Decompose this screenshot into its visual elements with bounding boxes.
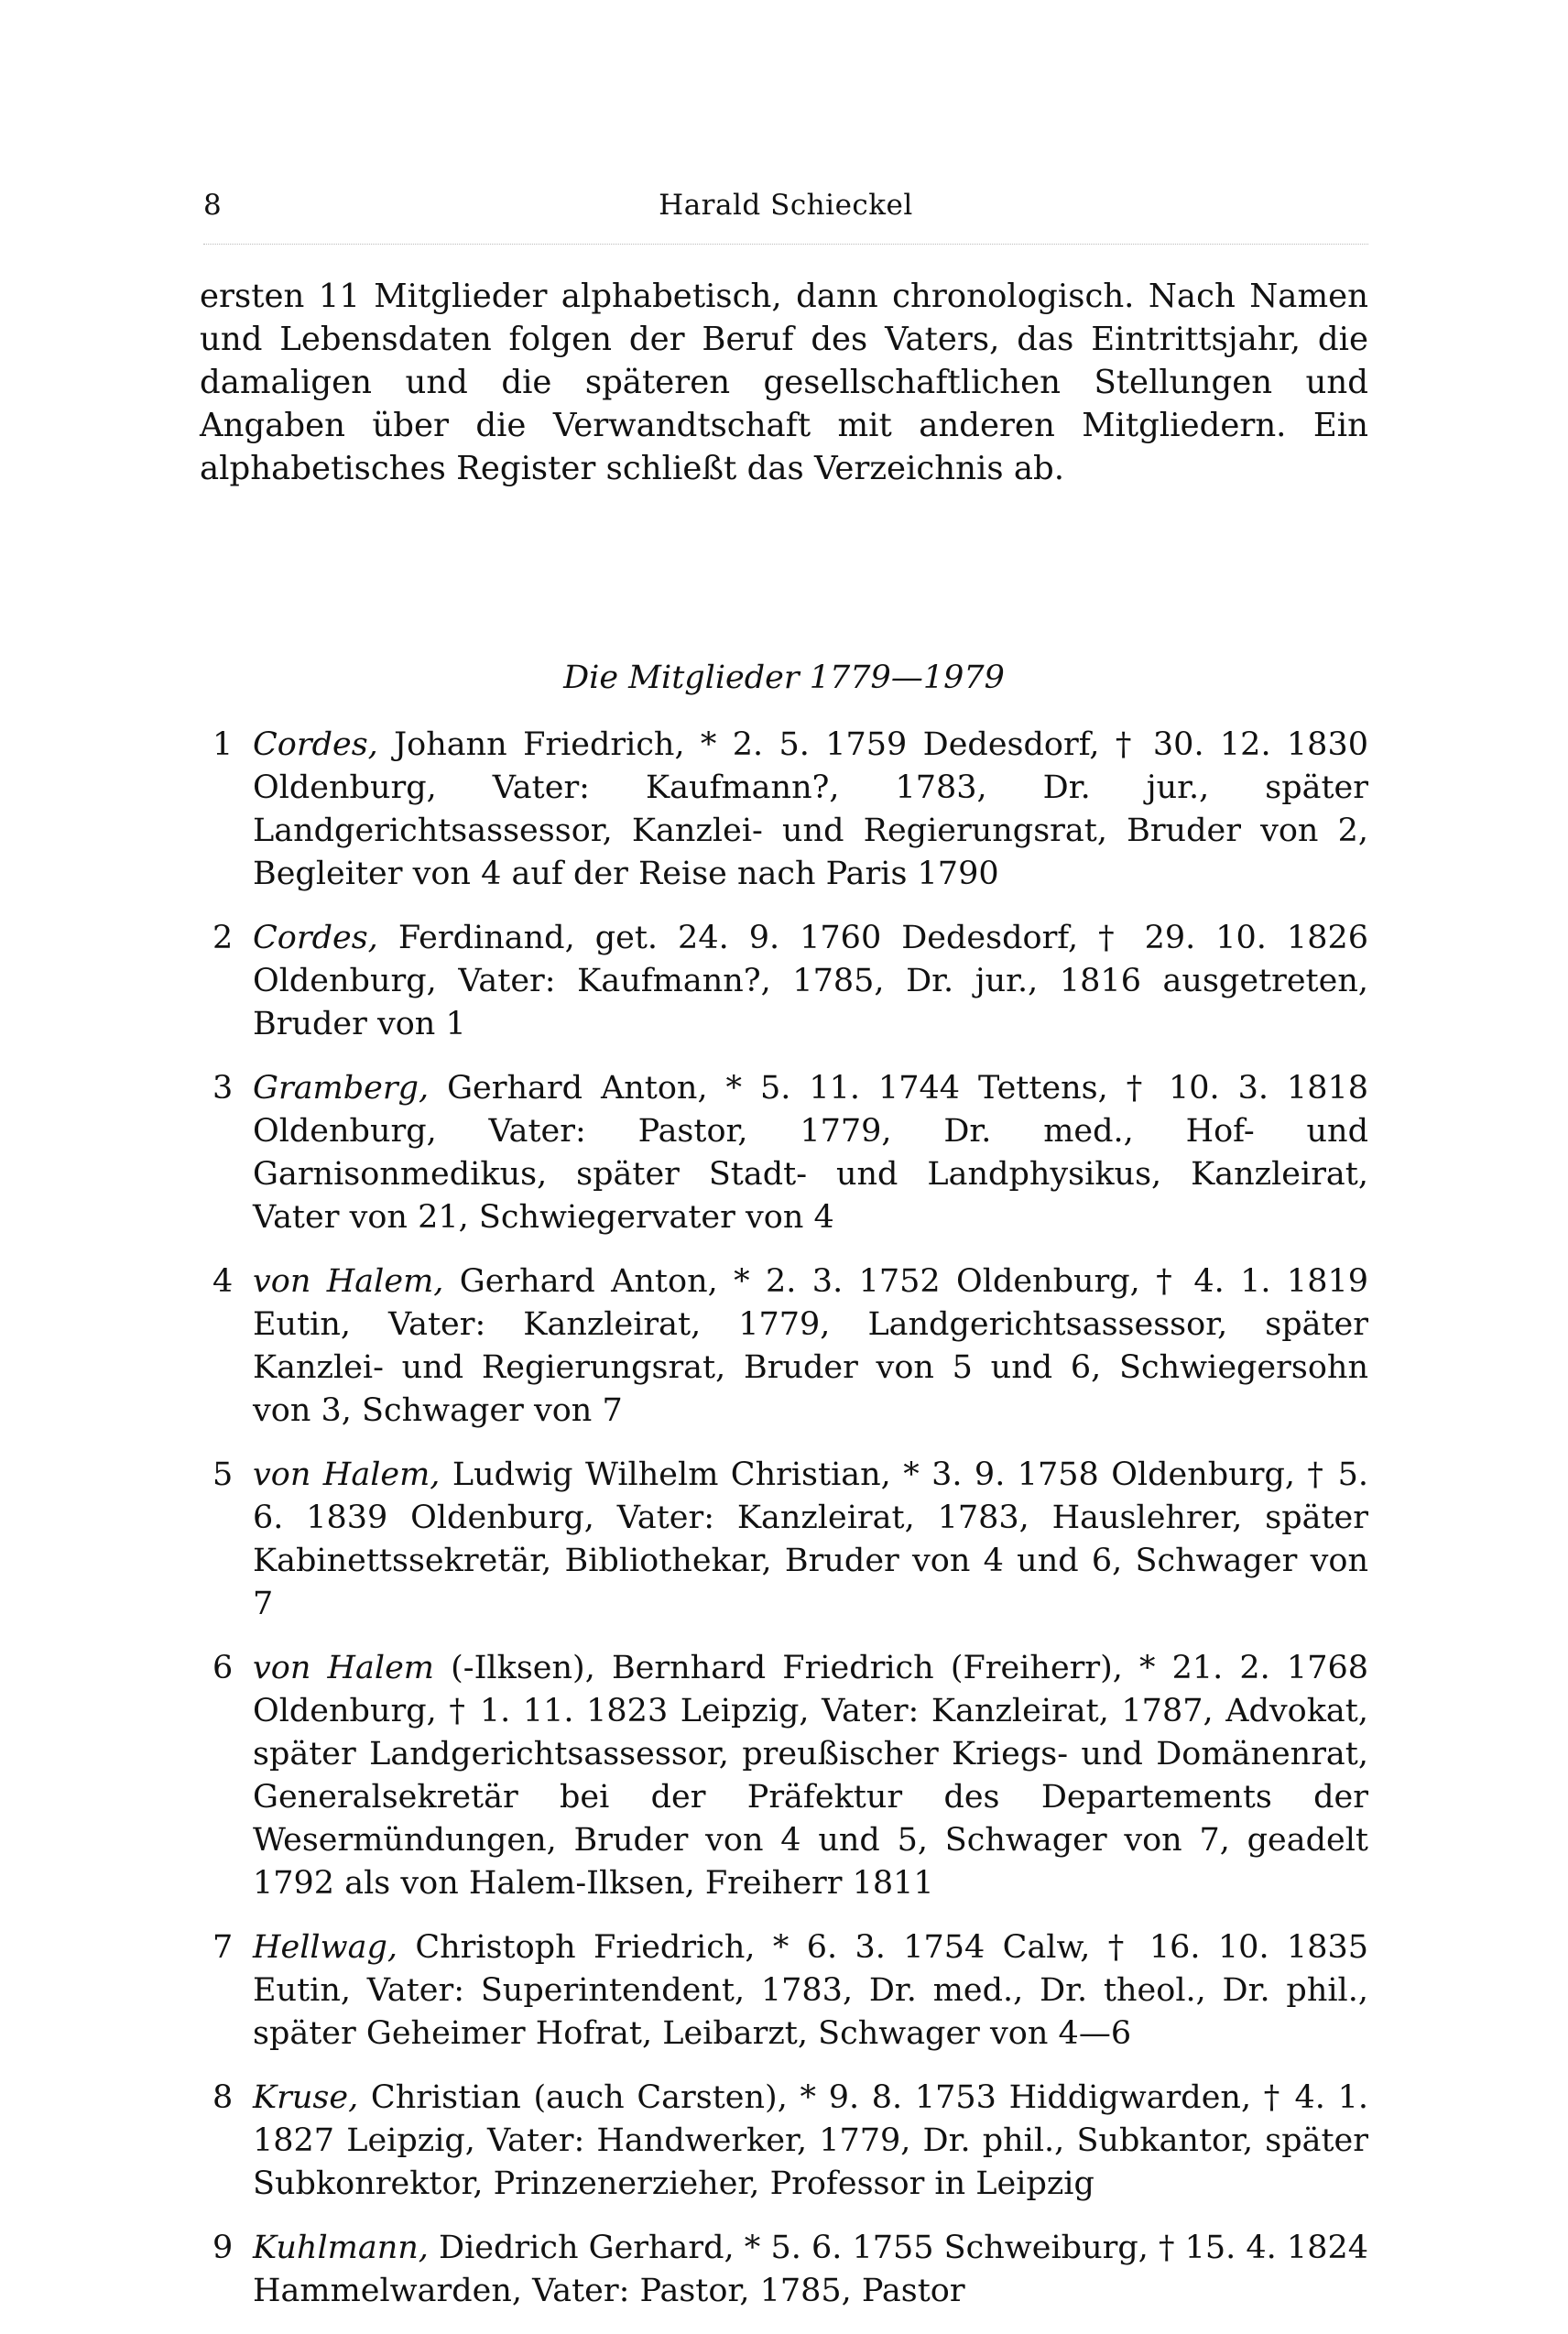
entry-details: Gerhard Anton, * 5. 11. 1744 Tettens, † 10. 3. 1818 Oldenburg, Vater: Pastor, 1779, Dr. med., Hof- und Garnisonmedikus, später Stadt- und Landphysikus, Kanzleirat, Vater von 21, Schwiegervater von 4 — [253, 1070, 1368, 1236]
entry-surname: Cordes, — [253, 726, 378, 763]
entry-number: 5 — [212, 1456, 234, 1493]
entry-details: Christian (auch Carsten), * 9. 8. 1753 Hiddigwarden, † 4. 1. 1827 Leipzig, Vater: Handwerker, 1779, Dr. phil., Subkantor, später Subkonrektor, Prinzenerzieher, Professor in Leipzig — [253, 2079, 1368, 2202]
entry-details: Ludwig Wilhelm Christian, * 3. 9. 1758 Oldenburg, † 5. 6. 1839 Oldenburg, Vater: Kanzleirat, 1783, Hauslehrer, später Kabinettssekretär, Bibliothekar, Bruder von 4 und 6, Schwager von 7 — [253, 1456, 1368, 1622]
entry-text — [253, 2227, 1368, 2313]
member-entry — [0, 724, 1568, 896]
page-header — [203, 189, 1368, 234]
entry-number: 2 — [212, 920, 234, 956]
member-list — [0, 724, 1568, 2334]
header-rule — [203, 244, 1368, 245]
entry-details: (-Ilksen), Bernhard Friedrich (Freiherr), * 21. 2. 1768 Oldenburg, † 1. 11. 1823 Leipzig, Vater: Kanzleirat, 1787, Advokat, später Landgerichtsassessor, preußischer Kriegs- und Domänenrat, Generalsekretär bei der Präfektur des Departements der Wesermündungen, Bruder von 4 und 5, Schwager von 7, geadelt 1792 als von Halem-Ilksen, Freiherr 1811 — [253, 1650, 1368, 1902]
member-entry — [0, 1647, 1568, 1905]
member-entry — [0, 917, 1568, 1046]
entry-surname: Gramberg, — [253, 1070, 430, 1107]
section-title: Die Mitglieder 1779—1979 — [563, 660, 1005, 696]
entry-text — [253, 1067, 1368, 1239]
entry-number: 1 — [212, 726, 234, 763]
member-entry — [0, 1067, 1568, 1239]
member-entry — [0, 2227, 1568, 2313]
entry-text — [253, 1926, 1368, 2056]
entry-surname: Hellwag, — [253, 1929, 397, 1966]
entry-text — [253, 2077, 1368, 2206]
entry-details: Gerhard Anton, * 2. 3. 1752 Oldenburg, † 4. 1. 1819 Eutin, Vater: Kanzleirat, 1779, Landgerichtsassessor, später Kanzlei- und Regierungsrat, Bruder von 5 und 6, Schwiegersohn von 3, Schwager von 7 — [253, 1263, 1368, 1429]
entry-details: Diedrich Gerhard, * 5. 6. 1755 Schweiburg, † 15. 4. 1824 Hammelwarden, Vater: Pastor, 1785, Pastor — [253, 2230, 1368, 2309]
entry-details: Christoph Friedrich, * 6. 3. 1754 Calw, † 16. 10. 1835 Eutin, Vater: Superintendent, 1783, Dr. med., Dr. theol., Dr. phil., später Geheimer Hofrat, Leibarzt, Schwager von 4—6 — [253, 1929, 1368, 2052]
entry-number: 4 — [212, 1263, 234, 1300]
entry-surname: von Halem, — [253, 1456, 441, 1493]
entry-text — [253, 1454, 1368, 1626]
entry-surname: von Halem, — [253, 1263, 444, 1300]
entry-text — [253, 1647, 1368, 1905]
entry-surname: Kuhlmann, — [253, 2230, 429, 2266]
entry-number: 3 — [212, 1070, 234, 1107]
entry-text — [253, 724, 1368, 896]
intro-paragraph: ersten 11 Mitglieder alphabetisch, dann chronologisch. Nach Namen und Lebensdaten folgen der Beruf des Vaters, das Eintrittsjahr, die damaligen und die späteren gesellschaftlichen Stellungen und Angaben über die Verwandtschaft mit anderen Mitgliedern. Ein alphabetisches Register schließt das Verzeichnis ab. — [200, 278, 1368, 487]
entry-number: 6 — [212, 1650, 234, 1686]
member-entry — [0, 1454, 1568, 1626]
entry-number: 8 — [212, 2079, 234, 2116]
member-entry — [0, 1260, 1568, 1433]
member-entry — [0, 2077, 1568, 2206]
page-number: 8 — [203, 189, 222, 222]
entry-details: Ferdinand, get. 24. 9. 1760 Dedesdorf, † 29. 10. 1826 Oldenburg, Vater: Kaufmann?, 1785, Dr. jur., 1816 ausgetreten, Bruder von 1 — [253, 920, 1368, 1042]
entry-details: Johann Friedrich, * 2. 5. 1759 Dedesdorf, † 30. 12. 1830 Oldenburg, Vater: Kaufmann?, 1783, Dr. jur., später Landgerichtsassessor, Kanzlei- und Regierungsrat, Bruder von 2, Begleiter von 4 auf der Reise nach Paris 1790 — [253, 726, 1368, 892]
entry-surname: Cordes, — [253, 920, 378, 956]
entry-number: 9 — [212, 2230, 234, 2266]
running-head: Harald Schieckel — [659, 189, 913, 222]
member-entry — [0, 1926, 1568, 2056]
entry-surname: Kruse, — [253, 2079, 359, 2116]
entry-text — [253, 1260, 1368, 1433]
entry-number: 7 — [212, 1929, 234, 1966]
entry-surname: von Halem — [253, 1650, 434, 1686]
entry-text — [253, 917, 1368, 1046]
